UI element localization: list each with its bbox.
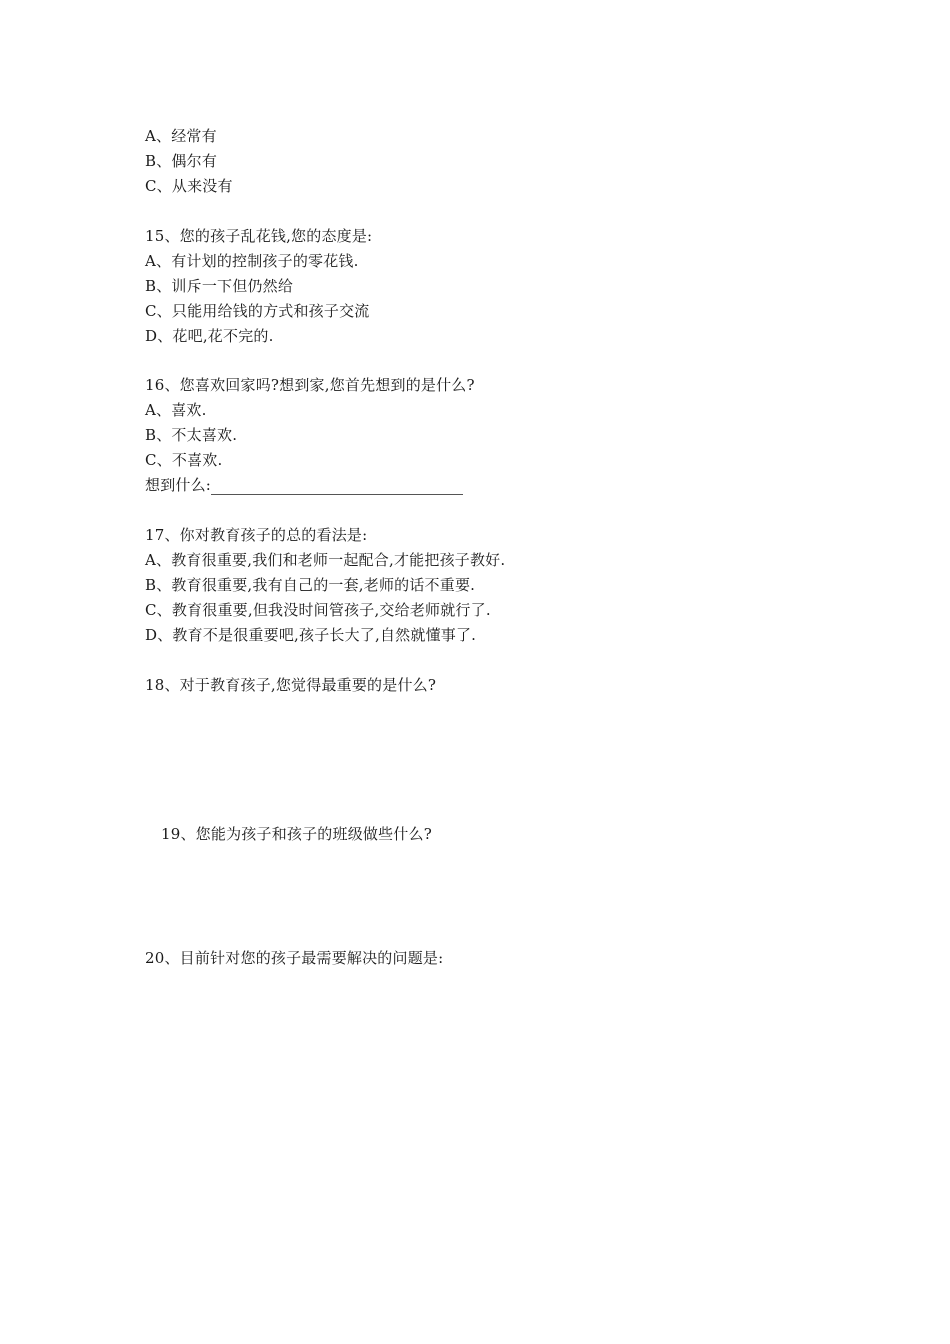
q17-option-b: B、教育很重要,我有自己的一套,老师的话不重要. [145,576,476,594]
q20-question: 20、目前针对您的孩子最需要解决的问题是: [145,949,444,967]
q16-fill-label: 想到什么: [145,476,212,494]
q14-option-a: A、经常有 [145,127,217,145]
q14-option-b: B、偶尔有 [145,152,218,170]
q17-option-d: D、教育不是很重要吧,孩子长大了,自然就懂事了. [145,626,477,644]
q16-answer-blank[interactable] [211,480,463,495]
q17-question: 17、你对教育孩子的总的看法是: [145,526,368,544]
q15-option-c: C、只能用给钱的方式和孩子交流 [145,302,370,320]
q16-option-a: A、喜欢. [145,401,207,419]
q15-option-b: B、训斥一下但仍然给 [145,277,294,295]
q16-option-c: C、不喜欢. [145,451,223,469]
q16-question: 16、您喜欢回家吗?想到家,您首先想到的是什么? [145,376,475,394]
q14-option-c: C、从来没有 [145,177,233,195]
q17-option-c: C、教育很重要,但我没时间管孩子,交给老师就行了. [145,601,491,619]
q16-option-b: B、不太喜欢. [145,426,238,444]
q19-question: 19、您能为孩子和孩子的班级做些什么? [161,825,432,843]
q15-question: 15、您的孩子乱花钱,您的态度是: [145,227,373,245]
q15-option-d: D、花吧,花不完的. [145,327,274,345]
q18-question: 18、对于教育孩子,您觉得最重要的是什么? [145,676,437,694]
q17-option-a: A、教育很重要,我们和老师一起配合,才能把孩子教好. [145,551,506,569]
q15-option-a: A、有计划的控制孩子的零花钱. [145,252,359,270]
q16-fill-row [145,475,463,495]
